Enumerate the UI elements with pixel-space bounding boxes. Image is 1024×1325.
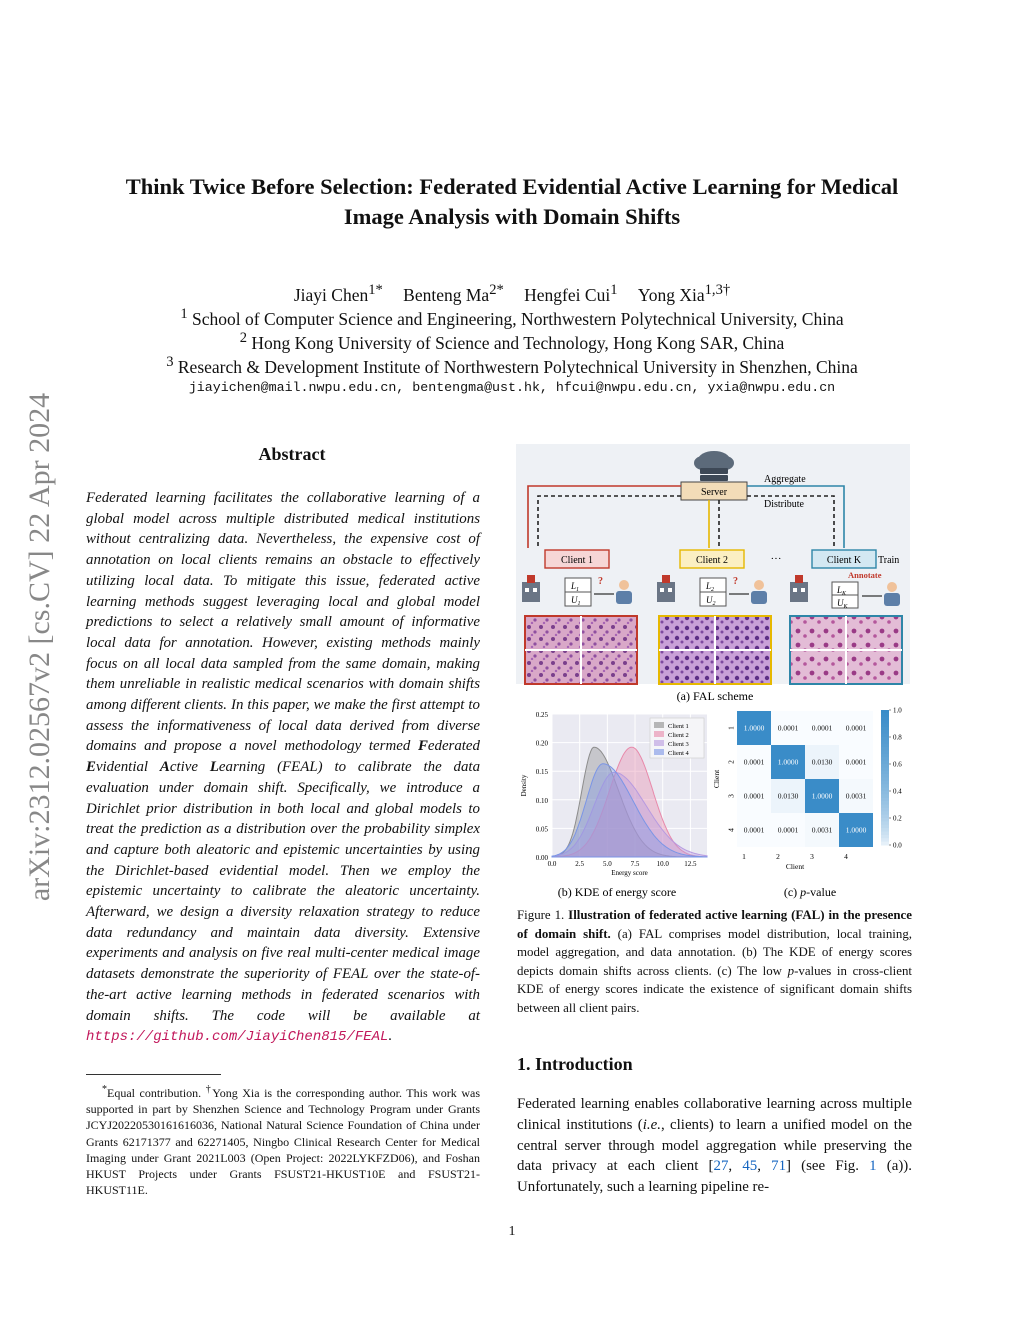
kde-ytick-label: 0.15 (535, 768, 548, 777)
client1-label: Client 1 (561, 555, 593, 566)
kde-legend-swatch (654, 749, 664, 755)
colorbar-segment (881, 744, 889, 748)
distribute-label: Distribute (764, 499, 804, 510)
figure-caption: Figure 1. Illustration of federated active learning (FAL) in the presence of domain shift. (a) FAL comprises model distribution, local training, model aggregation, and data annotation. (b) The KDE of energy scores depicts domain shifts across clients. (c) The low p-values in cross-client KDE of energy scores indicate the existence of significant domain shifts between all client pairs. (517, 908, 912, 1015)
figure-1 (514, 444, 914, 904)
heatmap-cell-value: 0.0001 (743, 791, 765, 801)
heatmap-cell-value: 1.0000 (845, 825, 867, 835)
heatmap-cell-value: 0.0001 (811, 723, 833, 733)
colorbar-segment (881, 825, 889, 829)
heatmap-ylabel: Client (712, 769, 721, 789)
colorbar-segment (881, 821, 889, 825)
colorbar-segment (881, 713, 889, 717)
arxiv-id-text: arXiv:2312.02567v2 [cs.CV] 22 Apr 2024 (23, 392, 56, 902)
colorbar-segment (881, 818, 889, 822)
author: Benteng $Ma^{2*}$ (403, 282, 504, 305)
colorbar-segment (881, 835, 889, 839)
section-heading-introduction: 1. Introduction (517, 1054, 633, 1074)
heatmap-ytick-label: 3 (726, 794, 736, 798)
kde-ylabel: Density (520, 774, 528, 797)
heatmap-cell-value: 0.0001 (743, 757, 765, 767)
author-emails[interactable]: jiayichen@mail.nwpu.edu.cn, bentengma@ust.hk, hfcui@nwpu.edu.cn, yxia@nwpu.edu.cn (188, 380, 836, 395)
heatmap-cell-value: 0.0001 (777, 825, 799, 835)
colorbar-tick-label: 0.8 (893, 733, 902, 742)
heatmap-xlabel: Client (785, 862, 805, 871)
title-line-2: Image Analysis with Domain Shifts (343, 204, 681, 229)
colorbar-segment (881, 771, 889, 775)
colorbar-segment (881, 774, 889, 778)
code-link[interactable]: https://github.com/JiayiChen815/FEAL (86, 1029, 389, 1046)
kde-legend-label: Client 1 (668, 723, 689, 730)
unlabeled-set-1: $U_1$ (571, 595, 581, 607)
title-line-1: Think Twice Before Selection: Federated Evidential Active Learning for Medical (125, 174, 899, 199)
clientk-label: Client K (826, 555, 862, 566)
affiliation: $^2$ Hong Kong University of Science and Technology, Hong Kong SAR, China (239, 330, 785, 353)
kde-xtick-label: 0.0 (547, 860, 557, 868)
colorbar-segment (881, 757, 889, 761)
abstract-heading: Abstract (258, 444, 326, 464)
colorbar-segment (881, 815, 889, 819)
arxiv-side-label (10, 352, 70, 942)
introduction-body: Federated learning enables collaborative learning across multiple clinical institutions (i.e., clients) to learn a unified model on the central server through model aggregation while preserving the data privacy at each client [27, 45, 71] (see Fig. 1 (a)). Unfortunately, such a learning pipeline re- (517, 1096, 913, 1196)
subcaption-c: (c) p-value (783, 885, 837, 899)
author: Yong Xia$^{1,3\dagger}$ (637, 282, 731, 305)
colorbar-tick-label: 0.6 (893, 760, 902, 769)
colorbar-tick-label: 0.0 (893, 841, 902, 850)
colorbar-segment (881, 791, 889, 795)
heatmap-ytick-label: 1 (726, 726, 736, 730)
colorbar-segment (881, 724, 889, 728)
colorbar-segment (881, 788, 889, 792)
server-label: Server (700, 487, 728, 498)
colorbar-segment (881, 798, 889, 802)
author: Jiayi Chen$^{1*}$ (293, 282, 383, 305)
kde-xtick-label: 7.5 (630, 860, 640, 868)
paper-title (60, 172, 964, 232)
colorbar-segment (881, 764, 889, 768)
heatmap-cell-value: 0.0130 (777, 791, 799, 801)
kde-xtick-label: 2.5 (575, 860, 585, 868)
colorbar-segment (881, 754, 889, 758)
aggregate-label: Aggregate (764, 474, 806, 485)
author-list (60, 282, 964, 306)
footnote: *Equal contribution. †Yong Xia is the corresponding author. This work was supported in part by Shenzhen Science and Technology Program under Grants JCYJ20220530161616036, National Natural Science Foundation of China under Grants 62171377 and 62271405, Ningbo Clinical Research Center for Medical Imaging under Grant 2021L003 (Open Project: 2022LYKFZD06), and Foshan HKUST Projects under Grants FSUST21-HKUST10E and FSUST21-HKUST11E. (86, 1084, 480, 1198)
labeled-set-2: $L_2$ (706, 581, 715, 593)
kde-xtick-label: 10.0 (656, 860, 669, 868)
kde-legend-swatch (654, 740, 664, 746)
labeled-set-1: $L_1$ (571, 581, 580, 593)
colorbar-segment (881, 794, 889, 798)
citation-link[interactable]: 45 (742, 1158, 758, 1175)
colorbar-segment (881, 808, 889, 812)
kde-legend-label: Client 4 (668, 750, 689, 757)
question-mark: ? (733, 576, 738, 587)
client2-label: Client 2 (696, 555, 728, 566)
colorbar-segment (881, 767, 889, 771)
unlabeled-set-k: $U_K$ (837, 598, 848, 610)
colorbar-segment (881, 828, 889, 832)
affiliation: $^1$ School of Computer Science and Engineering, Northwestern Polytechnical University, China (180, 306, 844, 329)
affiliation: $^3$ Research & Development Institute of Northwestern Polytechnical University in Shenzhen, China (166, 354, 858, 377)
author: Hengfei Cui$^1$ (524, 282, 618, 305)
heatmap-cell-value: 0.0031 (811, 825, 833, 835)
figure-ref-link[interactable]: 1 (869, 1158, 877, 1175)
heatmap-ytick-label: 4 (726, 828, 736, 832)
kde-xtick-label: 5.0 (602, 860, 612, 868)
labeled-set-k: $L_K$ (837, 585, 847, 597)
kde-legend-swatch (654, 731, 664, 737)
pvalue-heatmap (712, 707, 902, 872)
heatmap-ytick-label: 2 (726, 760, 736, 764)
kde-chart (520, 711, 707, 877)
footnote-rule (86, 1074, 221, 1075)
colorbar-segment (881, 805, 889, 809)
abstract-body: Federated learning facilitates the collaborative learning of a global model across multiple distributed medical institutions without centralizing data. Nevertheless, the expensive cost of annotation on local clients remains an obstacle to effectively utilizing local data. To mitigate this issue, federated active learning methods suggest leveraging local and global model predictions to select a relatively small amount of informative local data for annotation. However, existing methods mainly focus on all local data sampled from the same domain, making them unreliable in realistic medical scenarios with domain shifts among different clients. In this paper, we make the first attempt to assess the informativeness of local data derived from diverse domains and propose a novel methodology termed Federated Evidential Active Learning (FEAL) to calibrate the data evaluation under domain shift. Specifically, we introduce a Dirichlet prior distribution in both local and global models to treat the prediction as a distribution over the probability simplex and capture both aleatoric and epistemic uncertainties by using the Dirichlet-based evidential model. Then we employ the epistemic uncertainty to calibrate the aleatoric uncertainty. Afterward, we design a diversity relaxation strategy to reduce data redundancy and maintain data diversity. Extensive experiments and analysis on five real multi-center medical image datasets demonstrate the superiority of FEAL over the state-of-the-art active learning methods in federated scenarios with domain shifts. The code will be available at https://github.com/JiayiChen815/FEAL. (86, 490, 481, 1046)
heatmap-cell-value: 1.0000 (743, 723, 765, 733)
heatmap-xtick-label: 4 (844, 852, 848, 861)
colorbar-segment (881, 747, 889, 751)
question-mark: ? (598, 576, 603, 587)
colorbar-segment (881, 740, 889, 744)
colorbar-segment (881, 784, 889, 788)
colorbar-segment (881, 730, 889, 734)
heatmap-cell-value: 1.0000 (777, 757, 799, 767)
kde-xtick-label: 12.5 (684, 860, 697, 868)
heatmap-cell-value: 0.0001 (743, 825, 765, 835)
colorbar-segment (881, 710, 889, 714)
heatmap-xtick-label: 1 (742, 852, 746, 861)
kde-ytick-label: 0.20 (535, 739, 548, 748)
colorbar-segment (881, 801, 889, 805)
unlabeled-set-2: $U_2$ (706, 595, 716, 607)
subcaption-b: (b) KDE of energy score (557, 885, 677, 899)
heatmap-xtick-label: 2 (776, 852, 780, 861)
annotate-label: Annotate (848, 570, 882, 580)
colorbar-segment (881, 717, 889, 721)
heatmap-cell-value: 0.0130 (811, 757, 833, 767)
colorbar-segment (881, 838, 889, 842)
colorbar-segment (881, 842, 889, 846)
colorbar-segment (881, 811, 889, 815)
train-label: Train (878, 555, 900, 566)
heatmap-cell-value: 0.0001 (845, 757, 867, 767)
colorbar-segment (881, 720, 889, 724)
kde-ytick-label: 0.10 (535, 796, 548, 805)
citation-link[interactable]: 27 (713, 1158, 729, 1175)
heatmap-cell-value: 0.0001 (777, 723, 799, 733)
kde-legend-swatch (654, 722, 664, 728)
colorbar-segment (881, 832, 889, 836)
colorbar-segment (881, 761, 889, 765)
colorbar-segment (881, 751, 889, 755)
colorbar-segment (881, 778, 889, 782)
kde-xlabel: Energy score (611, 869, 648, 877)
colorbar-segment (881, 734, 889, 738)
kde-ytick-label: 0.05 (535, 825, 548, 834)
kde-legend-label: Client 3 (668, 741, 689, 748)
subcaption-a: (a) FAL scheme (676, 689, 754, 703)
colorbar-segment (881, 781, 889, 785)
kde-ytick-label: 0.00 (535, 854, 548, 862)
ellipsis: ··· (770, 553, 782, 565)
heatmap-cell-value: 1.0000 (811, 791, 833, 801)
citation-link[interactable]: 71 (771, 1158, 787, 1175)
colorbar-tick-label: 0.2 (893, 814, 902, 823)
colorbar-tick-label: 0.4 (893, 787, 902, 796)
kde-ytick-label: 0.25 (535, 711, 548, 719)
colorbar-segment (881, 727, 889, 731)
kde-legend-label: Client 2 (668, 732, 689, 739)
colorbar-segment (881, 737, 889, 741)
colorbar-tick-label: 1.0 (893, 706, 902, 715)
heatmap-xtick-label: 3 (810, 852, 814, 861)
page-number: 1 (508, 1224, 516, 1239)
heatmap-cell-value: 0.0001 (845, 723, 867, 733)
heatmap-cell-value: 0.0031 (845, 791, 867, 801)
